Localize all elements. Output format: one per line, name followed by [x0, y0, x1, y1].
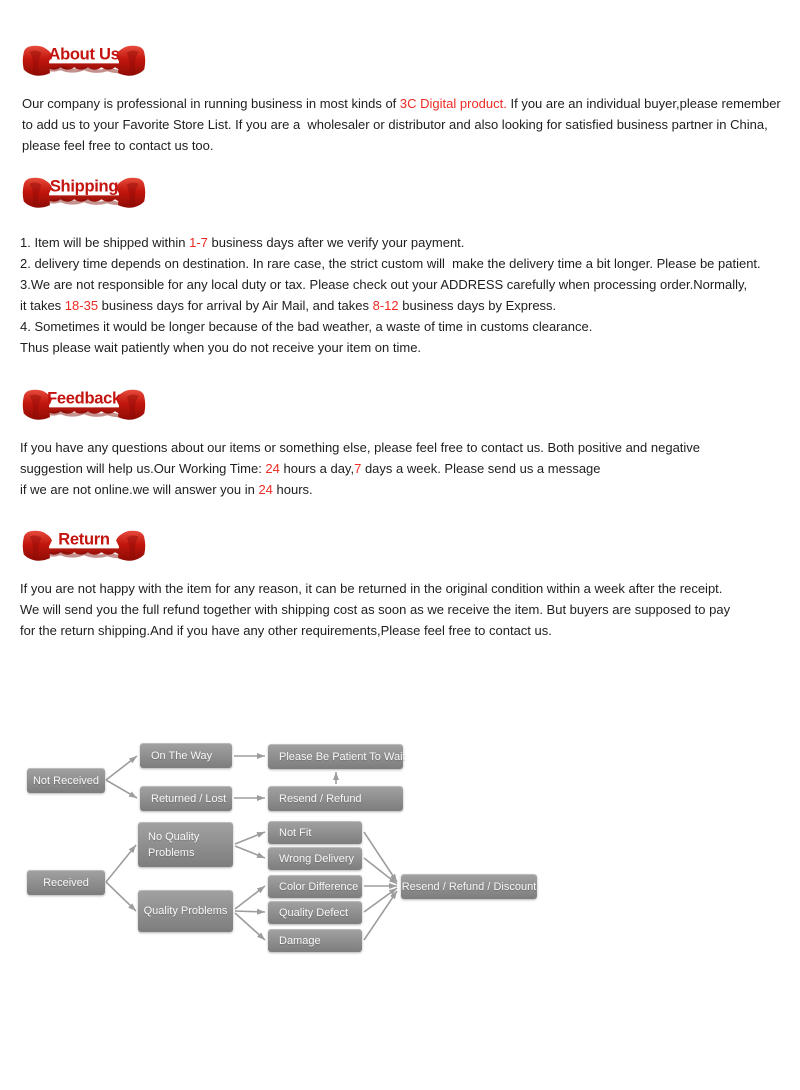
- flow-node-received: Received: [27, 870, 105, 895]
- text-line: [22, 93, 800, 114]
- body-text: If you have any questions about our items or something else, please feel free to contact us. Both positive and negative: [20, 440, 701, 455]
- section-text: [20, 578, 800, 641]
- highlight-text: 8-12: [372, 298, 399, 313]
- highlight-text: 7: [354, 461, 362, 476]
- body-text: it takes: [20, 298, 65, 313]
- text-line: [20, 620, 800, 641]
- body-text: business days for arrival by Air Mail, and takes: [98, 298, 373, 313]
- section-title: About Us: [48, 44, 120, 64]
- text-line: [20, 316, 800, 337]
- body-text: If you are not happy with the item for any reason, it can be returned in the original condition within a week after the receipt.: [20, 581, 723, 596]
- section-title: Return: [58, 529, 110, 549]
- body-text: business days after we verify your payment.: [207, 235, 465, 250]
- text-line: [20, 274, 800, 295]
- flow-node-damage: Damage: [268, 929, 362, 952]
- section-title: Feedback: [47, 388, 121, 408]
- text-line: [20, 479, 800, 500]
- section-text: [20, 232, 800, 358]
- flow-node-not-received: Not Received: [27, 768, 105, 793]
- text-line: [20, 599, 800, 620]
- flow-node-quality-defect: Quality Defect: [268, 901, 362, 924]
- flow-node-returned-lost: Returned / Lost: [140, 786, 232, 811]
- body-text: please feel free to contact us too.: [22, 138, 214, 153]
- body-text: We will send you the full refund together with shipping cost as soon as we receive the item. But buyers are supposed to pay: [20, 602, 731, 617]
- section-text: [20, 437, 800, 500]
- flow-node-no-quality-problems: No Quality Problems: [138, 822, 233, 867]
- body-text: 3.We are not responsible for any local duty or tax. Please check out your ADDRESS carefully when processing order.Normally,: [20, 277, 748, 292]
- text-line: [20, 337, 800, 358]
- text-line: [20, 232, 800, 253]
- text-line: [20, 437, 800, 458]
- body-text: Our company is professional in running business in most kinds of: [22, 96, 400, 111]
- body-text: for the return shipping.And if you have any other requirements,Please feel free to contact us.: [20, 623, 552, 638]
- highlight-text: 24: [258, 482, 273, 497]
- ribbon-banner-icon: [18, 528, 150, 563]
- body-text: 2. delivery time depends on destination. In rare case, the strict custom will make the delivery time a bit longer. Please be patient.: [20, 256, 761, 271]
- text-line: [20, 253, 800, 274]
- section-text: [22, 93, 800, 156]
- body-text: If you are an individual buyer,please remember: [506, 96, 781, 111]
- text-line: [20, 295, 800, 316]
- section-feedback: [0, 387, 800, 500]
- body-text: business days by Express.: [398, 298, 557, 313]
- flow-node-color-difference: Color Difference: [268, 875, 362, 898]
- flow-node-wrong-delivery: Wrong Delivery: [268, 847, 362, 870]
- flow-node-not-fit: Not Fit: [268, 821, 362, 844]
- section-title: Shipping: [49, 176, 119, 196]
- body-text: hours a day,: [279, 461, 355, 476]
- body-text: suggestion will help us.Our Working Time:: [20, 461, 266, 476]
- highlight-text: 24: [265, 461, 280, 476]
- body-text: 4. Sometimes it would be longer because of the bad weather, a waste of time in customs clearance.: [20, 319, 593, 334]
- ribbon-banner-icon: [18, 387, 150, 422]
- highlight-text: 1-7: [189, 235, 208, 250]
- body-text: to add us to your Favorite Store List. If you are a wholesaler or distributor and also looking for satisfied business partner in China,: [22, 117, 768, 132]
- ribbon-banner-icon: [18, 43, 150, 78]
- flow-node-resend-refund: Resend / Refund: [268, 786, 403, 811]
- flow-node-please-be-patient: Please Be Patient To Wait: [268, 744, 403, 769]
- flow-node-on-the-way: On The Way: [140, 743, 232, 768]
- flow-node-quality-problems: Quality Problems: [138, 890, 233, 932]
- section-shipping: [0, 175, 800, 358]
- section-about-us: [0, 43, 800, 156]
- text-line: [20, 578, 800, 599]
- highlight-text: 3C Digital product.: [399, 96, 507, 111]
- flow-node-resend-refund-discount: Resend / Refund / Discount: [401, 874, 537, 899]
- body-text: hours.: [272, 482, 313, 497]
- body-text: 1. Item will be shipped within: [20, 235, 190, 250]
- body-text: days a week. Please send us a message: [361, 461, 601, 476]
- body-text: Thus please wait patiently when you do not receive your item on time.: [20, 340, 422, 355]
- section-return: [0, 528, 800, 641]
- body-text: if we are not online.we will answer you in: [20, 482, 259, 497]
- text-line: [22, 135, 800, 156]
- dispute-flowchart: [0, 736, 560, 966]
- ribbon-banner-icon: [18, 175, 150, 210]
- text-line: [20, 458, 800, 479]
- text-line: [22, 114, 800, 135]
- highlight-text: 18-35: [64, 298, 99, 313]
